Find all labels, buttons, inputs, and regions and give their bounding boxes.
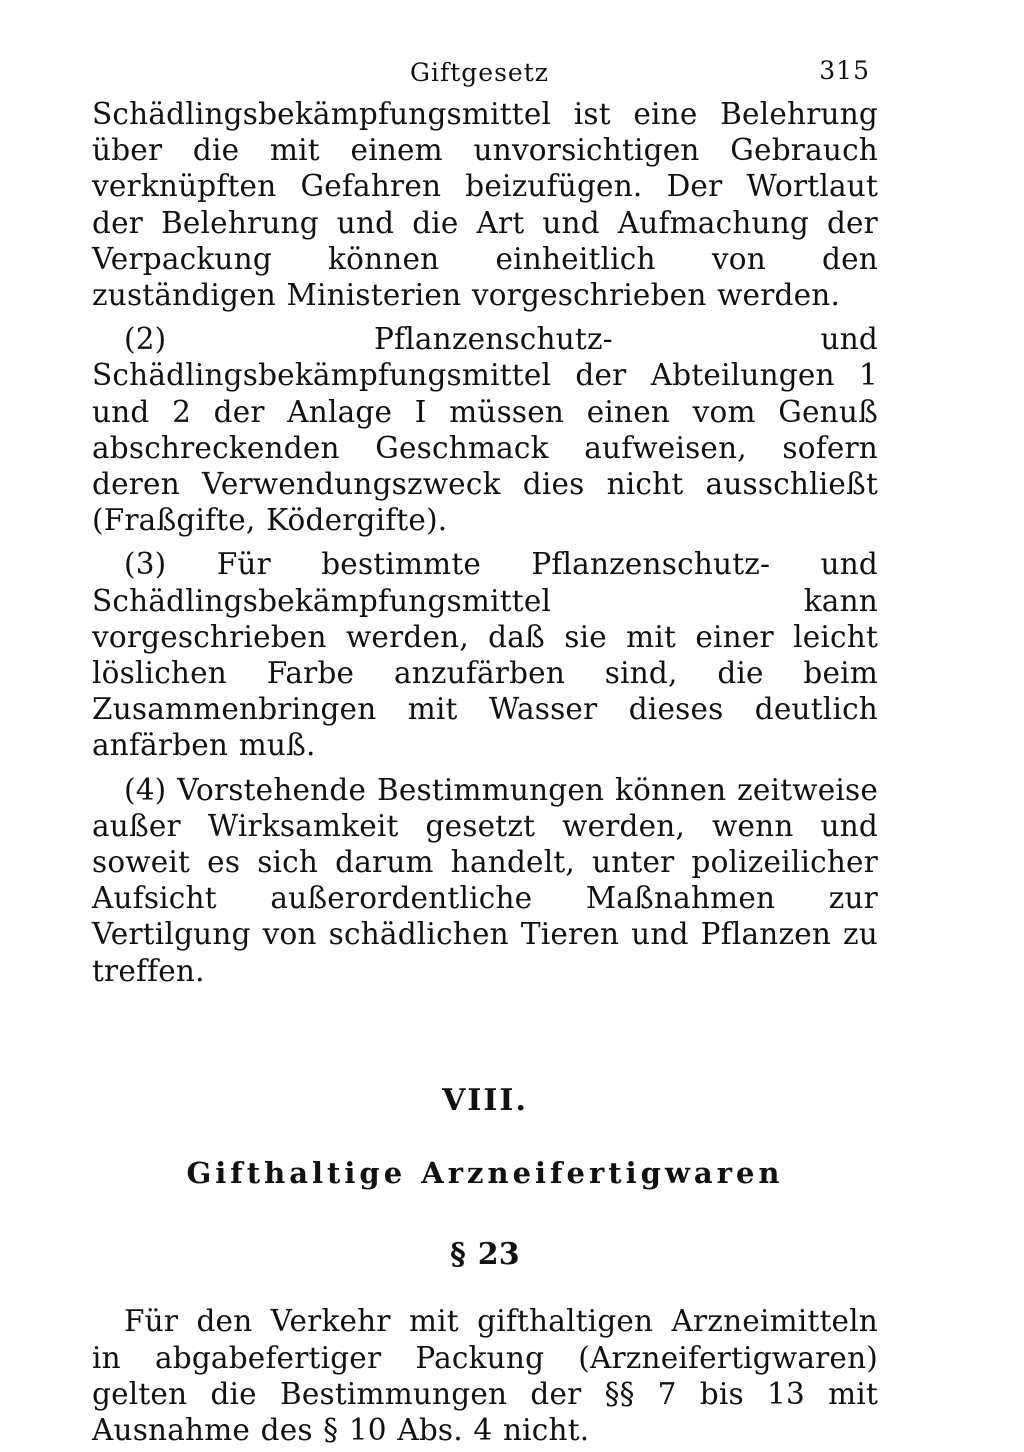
section-23-text: Für den Verkehr mit gifthaltigen Arzneimitteln in abgabefertiger Packung (Arzneifertigwaren) gelten die Bestimmungen der §§ 7 bis 13 mit Ausnahme des § 10 Abs. 4 nicht. xyxy=(92,1304,878,1448)
page-text xyxy=(92,96,878,1448)
continued-paragraph: Schädlingsbekämpfungsmittel ist eine Belehrung über die mit einem unvorsichtigen Gebrauch verknüpften Gefahren beizufügen. Der Wortlaut der Belehrung und die Art und Aufmachung der Verpackung können einheitlich von den zuständigen Ministerien vorgeschrieben werden. xyxy=(92,97,878,313)
running-header xyxy=(92,48,878,96)
section-title: Gifthaltige Arzneifertigwaren xyxy=(186,1156,784,1191)
running-title: Giftgesetz xyxy=(410,58,549,87)
paragraph-sign-heading: § 23 xyxy=(450,1237,520,1273)
book-page xyxy=(92,48,878,1448)
section-number-heading: VIII. xyxy=(442,1082,528,1118)
paragraph-3: (3) Für bestimmte Pflanzenschutz- und Schädlingsbekämpfungsmittel kann vorgeschrieben werden, daß sie mit einer leicht löslichen Farbe anzufärben sind, die beim Zusammenbringen mit Wasser dieses deutlich anfärben muß. xyxy=(92,547,878,763)
page-number: 315 xyxy=(819,56,870,85)
paragraph-2: (2) Pflanzenschutz- und Schädlingsbekämpfungsmittel der Abteilungen 1 und 2 der Anlage I müssen einen vom Genuß abschreckenden Geschmack aufweisen, sofern deren Verwendungszweck dies nicht ausschließt (Fraßgifte, Ködergifte). xyxy=(92,322,878,538)
paragraph-4: (4) Vorstehende Bestimmungen können zeitweise außer Wirksamkeit gesetzt werden, wenn und soweit es sich darum handelt, unter polizeilicher Aufsicht außerordentliche Maßnahmen zur Vertilgung von schädlichen Tieren und Pflanzen zu treffen. xyxy=(92,772,878,988)
